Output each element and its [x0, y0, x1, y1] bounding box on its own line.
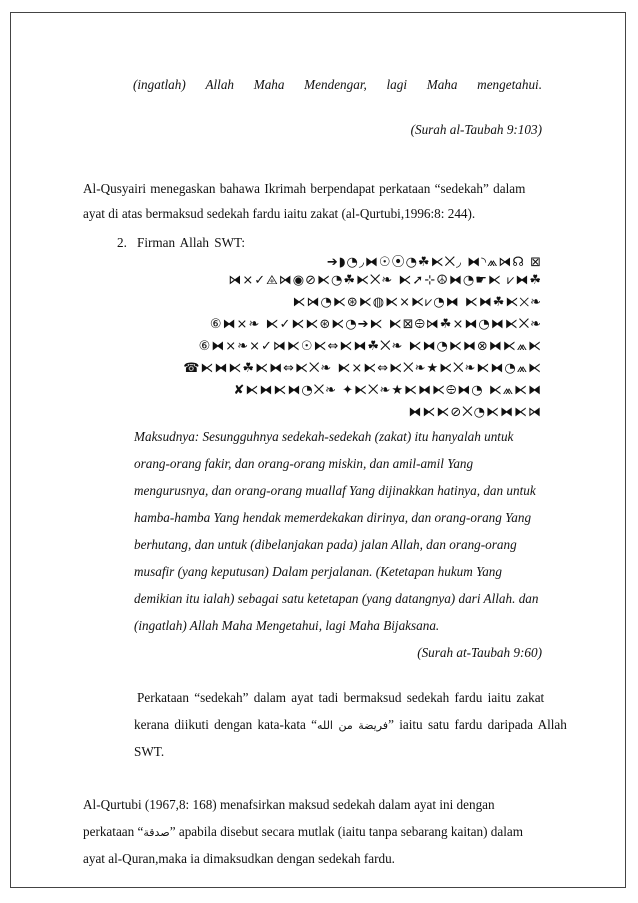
verse-line: ⧔⧒◔⧔⊛⧔◍⧔⨯⧔⩗◔⧓ ⧔⧓☘⧔⨉❧ — [292, 295, 542, 310]
para2-text-after: ” iaitu satu fardu daripada Allah — [388, 717, 567, 732]
quote1-word: Maha — [253, 77, 285, 92]
meaning-line: Maksudnya: Sesungguhnya sedekah-sedekah (zakat) itu hanyalah untuk — [134, 429, 514, 444]
para1-line1: Al-Qusyairi menegaskan bahawa Ikrimah berpendapat perkataan “sedekah” dalam — [83, 181, 526, 196]
arabic-phrase: فريضة من الله — [317, 719, 389, 732]
quote1-word: Maha — [426, 77, 458, 92]
quote1-citation: (Surah al-Taubah 9:103) — [410, 122, 542, 137]
quote1-word: Allah — [205, 77, 235, 92]
meaning-line: demikian itu ialah) sebagai satu ketetapan (yang datangnya) dari Allah. dan — [134, 591, 539, 606]
para3-line3: ayat al-Quran,maka ia dimaksudkan dengan sedekah fardu. — [83, 851, 395, 866]
verse-line: ⑥⧓⨯❧ ⧔✓⧔⧔⊛⧔◔➔⧔ ⧔⊠⨸⧒☘⨯⧓◔⧓⧔⨉❧ — [209, 317, 542, 332]
meaning-line: orang-orang fakir, dan orang-orang miskin, dan amil-amil Yang — [134, 456, 474, 471]
verse-line: ⑥⧓⨯❧⨯✓⧒⧔☉⧔⇔⧔⧓☘⨉❧ ⧔⧓◔⧔⧓⊗⧓⧔⩕⧔ — [198, 339, 542, 354]
quote1-word: Mendengar, — [304, 77, 367, 92]
para2-line2 — [134, 717, 567, 733]
verse-line: ✘⧔⧓⧔⧓◔⨉❧ ✦⧔⨉❧★⧔⧓⧔⨸⧓◔ ⧔⩕⧔⧓ — [233, 383, 542, 398]
verse-line: ☎⧔⧓⧔☘⧔⧓⇔⧔⨉❧ ⧔⨯⧔⇔⧔⨉❧★⧔⨉❧⧔⧓◔⩕⧔ — [183, 361, 542, 376]
para3-line1: Al-Qurtubi (1967,8: 168) menafsirkan maksud sedekah dalam ayat ini dengan — [83, 797, 495, 812]
para3-text-after: ” apabila disebut secara mutlak (iaitu tanpa sebarang kaitan) dalam — [169, 824, 524, 839]
para3-line2 — [83, 824, 523, 840]
meaning-line: (ingatlah) Allah Maha Mengetahui, lagi Maha Bijaksana. — [134, 618, 440, 633]
meaning-line: hamba-hamba Yang hendak memerdekakan dirinya, dan orang-orang Yang — [134, 510, 532, 525]
list-item-text: Firman Allah SWT: — [137, 235, 246, 250]
para1-line2: ayat di atas bermaksud sedekah fardu iaitu zakat (al-Qurtubi,1996:8: 244). — [83, 206, 476, 221]
quote1-word: lagi — [386, 77, 408, 92]
list-item-number: 2. — [117, 235, 127, 250]
verse-line: ➔◗◔◞⧓☉⦿◔☘⧔⨉◞ ⧓◝⩕⧒☊ ⊠ — [326, 255, 542, 270]
quote1-line — [133, 77, 542, 93]
para2-text-before: kerana diikuti dengan kata-kata “ — [134, 717, 318, 732]
quote1-word: (ingatlah) — [133, 77, 186, 92]
page-border — [10, 12, 626, 888]
meaning-citation: (Surah at-Taubah 9:60) — [417, 645, 542, 660]
verse-line: ⧓⧔⧔⊘⨉◔⧔⧓⧔⧒ — [408, 405, 542, 420]
meaning-line: mengurusnya, dan orang-orang muallaf Yang dijinakkan hatinya, dan untuk — [134, 483, 536, 498]
arabic-word: صدقة — [143, 826, 170, 839]
para3-text-before: perkataan “ — [83, 824, 144, 839]
verse-line: ⧒⨯✓⨹⧒◉⊘⧔◔☘⧔⨉❧ ⧔➚⊹☮⧓◔☛⧔ ⩗⧓☘ — [228, 273, 542, 288]
quote1-word: mengetahui. — [477, 77, 542, 92]
meaning-line: musafir (yang keputusan) Dalam perjalanan. (Ketetapan hukum Yang — [134, 564, 502, 579]
para2-line1: Perkataan “sedekah” dalam ayat tadi bermaksud sedekah fardu iaitu zakat — [137, 690, 545, 705]
para2-line3: SWT. — [134, 744, 165, 759]
meaning-line: berhutang, dan untuk (dibelanjakan pada) jalan Allah, dan orang-orang — [134, 537, 517, 552]
